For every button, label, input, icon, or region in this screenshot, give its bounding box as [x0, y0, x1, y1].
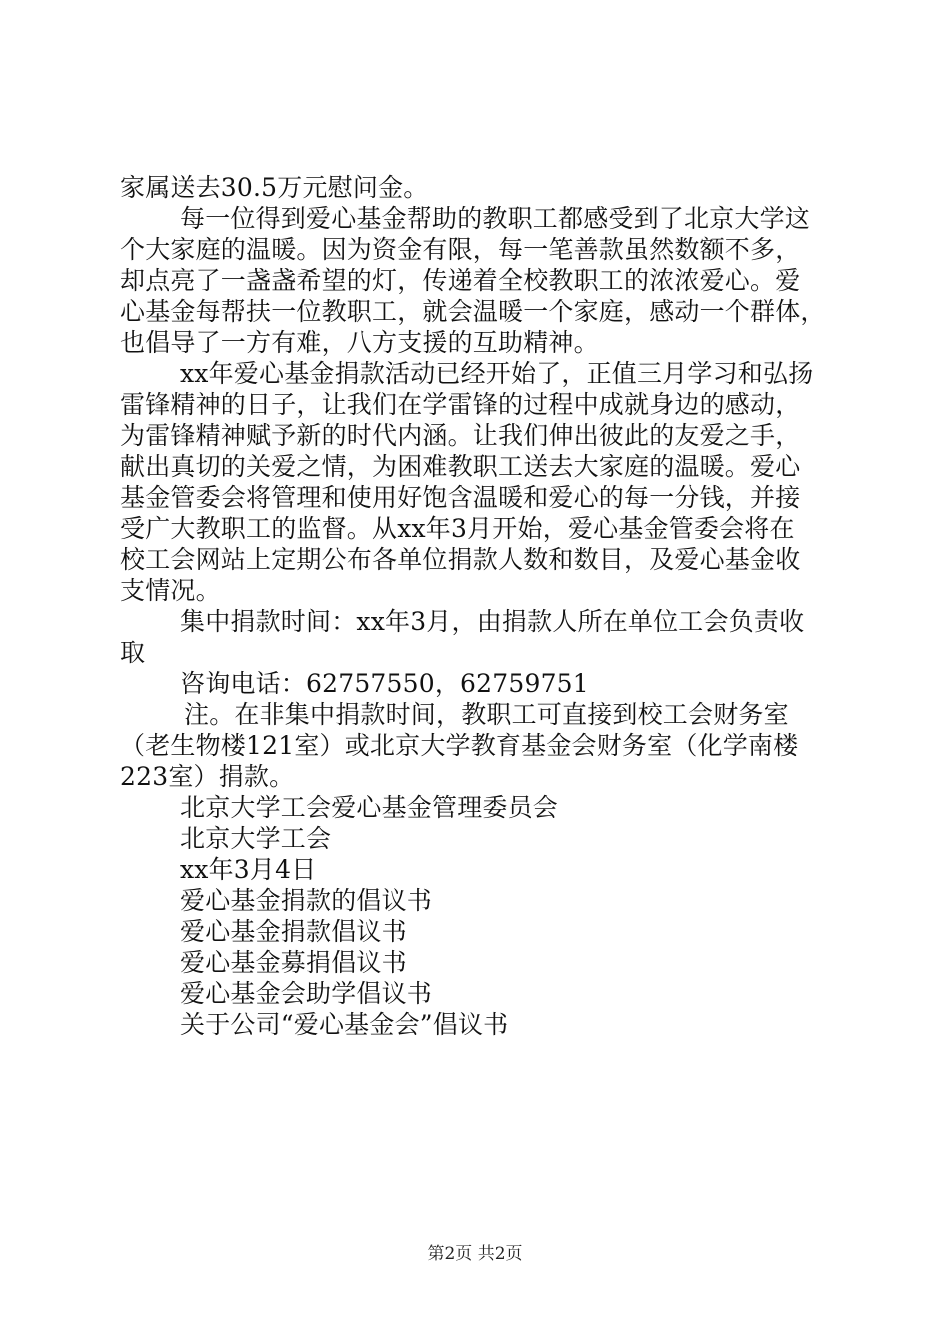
text-line: （老生物楼121室）或北京大学教育基金会财务室（化学南楼	[120, 731, 799, 760]
text-line: 爱心基金募捐倡议书	[180, 948, 407, 977]
text-line: 爱心基金捐款的倡议书	[180, 886, 433, 915]
text-line: 也倡导了一方有难，八方支援的互助精神。	[120, 328, 599, 357]
text-line: 支情况。	[120, 576, 221, 605]
text-line: xx年3月4日	[180, 855, 317, 884]
text-line: 爱心基金会助学倡议书	[180, 979, 433, 1008]
text-line: 关于公司“爱心基金会”倡议书	[180, 1010, 509, 1039]
page-footer: 第2页 共2页	[427, 1244, 523, 1264]
document-body	[120, 172, 840, 1040]
text-line: xx年爱心基金捐款活动已经开始了，正值三月学习和弘扬	[180, 359, 814, 388]
text-line: 雷锋精神的日子，让我们在学雷锋的过程中成就身边的感动，	[120, 390, 801, 419]
text-line: 北京大学工会爱心基金管理委员会	[180, 793, 559, 822]
text-line: 取	[120, 638, 146, 667]
text-line: 心基金每帮扶一位教职工，就会温暖一个家庭，感动一个群体，	[120, 297, 826, 326]
text-line: 注。在非集中捐款时间，教职工可直接到校工会财务室	[184, 700, 789, 729]
text-line: 校工会网站上定期公布各单位捐款人数和数目，及爱心基金收	[120, 545, 801, 574]
text-line: 献出真切的关爱之情，为困难教职工送去大家庭的温暖。爱心	[120, 452, 801, 481]
text-line: 北京大学工会	[180, 824, 332, 853]
text-line: 为雷锋精神赋予新的时代内涵。让我们伸出彼此的友爱之手，	[120, 421, 801, 450]
text-line: 爱心基金捐款倡议书	[180, 917, 407, 946]
text-line: 基金管委会将管理和使用好饱含温暖和爱心的每一分钱，并接	[120, 483, 801, 512]
text-line: 却点亮了一盏盏希望的灯，传递着全校教职工的浓浓爱心。爱	[120, 266, 801, 295]
text-line: 每一位得到爱心基金帮助的教职工都感受到了北京大学这	[180, 204, 811, 233]
text-line: 家属送去30.5万元慰问金。	[120, 173, 429, 202]
text-line: 集中捐款时间：xx年3月，由捐款人所在单位工会负责收	[180, 607, 805, 636]
text-line: 个大家庭的温暖。因为资金有限，每一笔善款虽然数额不多，	[120, 235, 801, 264]
text-line: 受广大教职工的监督。从xx年3月开始，爱心基金管委会将在	[120, 514, 795, 543]
text-line: 223室）捐款。	[120, 762, 295, 791]
text-line: 咨询电话：62757550，62759751	[180, 669, 589, 698]
